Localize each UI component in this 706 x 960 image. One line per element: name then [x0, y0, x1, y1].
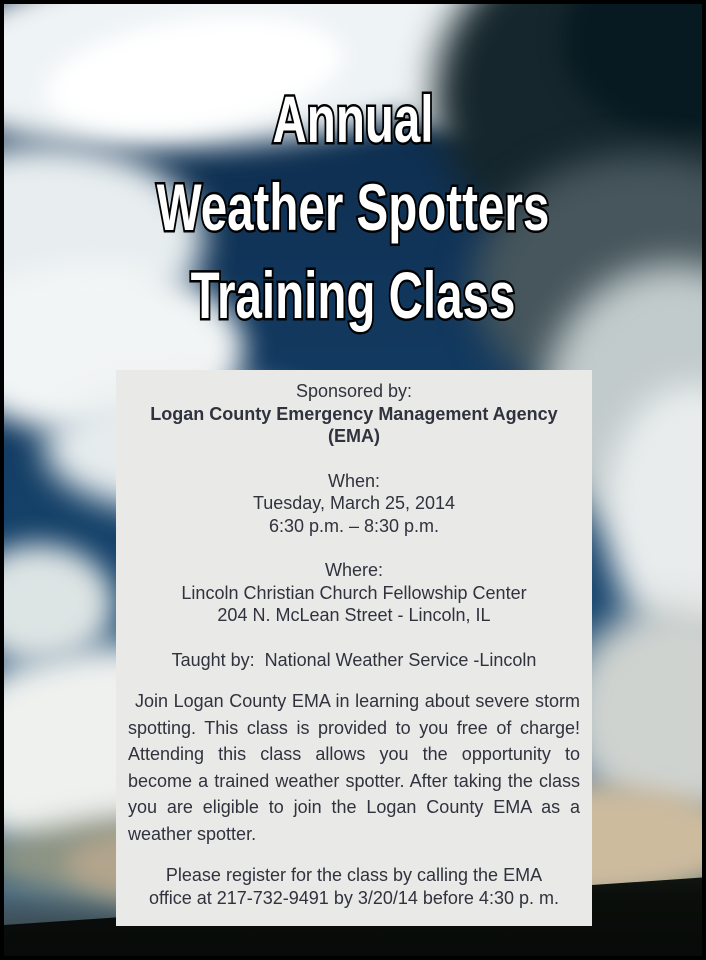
spacer [128, 448, 580, 470]
sponsored-label: Sponsored by: [295, 381, 413, 401]
spacer [128, 847, 580, 864]
title-line-1: Annual [272, 82, 434, 156]
when-label: When: [327, 470, 381, 491]
event-time: 6:30 p.m. – 8:30 p.m. [268, 515, 440, 536]
spacer [128, 537, 580, 559]
when-section [128, 470, 580, 538]
where-label: Where: [324, 560, 384, 580]
event-date: Tuesday, March 25, 2014 [252, 493, 456, 513]
registration-line-1: Please register for the class by calling the EMA [165, 865, 543, 885]
registration-section [128, 864, 580, 909]
sponsor-agency-name: Logan County Emergency Management Agency [150, 403, 558, 424]
event-info-panel [116, 370, 592, 926]
sponsor-agency-abbr: (EMA) [328, 426, 380, 446]
spacer [128, 671, 580, 688]
flyer-title [4, 75, 702, 339]
title-line-2: Weather Spotters [156, 170, 550, 244]
spacer [128, 627, 580, 649]
title-line-3: Training Class [190, 258, 516, 332]
event-venue: Lincoln Christian Church Fellowship Center [181, 582, 527, 603]
where-section [128, 559, 580, 627]
sponsored-section [128, 380, 580, 448]
event-address: 204 N. McLean Street - Lincoln, IL [217, 605, 491, 625]
class-description: Join Logan County EMA in learning about severe storm spotting. This class is provided to you free of charge! Attending this class allows you the opportunity to become a trained weather spotter. After taking the class you are eligible to join the Logan County EMA as a weather spotter. [128, 691, 580, 844]
registration-line-2: office at 217-732-9491 by 3/20/14 before 4:30 p. m. [149, 887, 559, 908]
taught-by-line: Taught by: National Weather Service -Lincoln [171, 649, 537, 670]
